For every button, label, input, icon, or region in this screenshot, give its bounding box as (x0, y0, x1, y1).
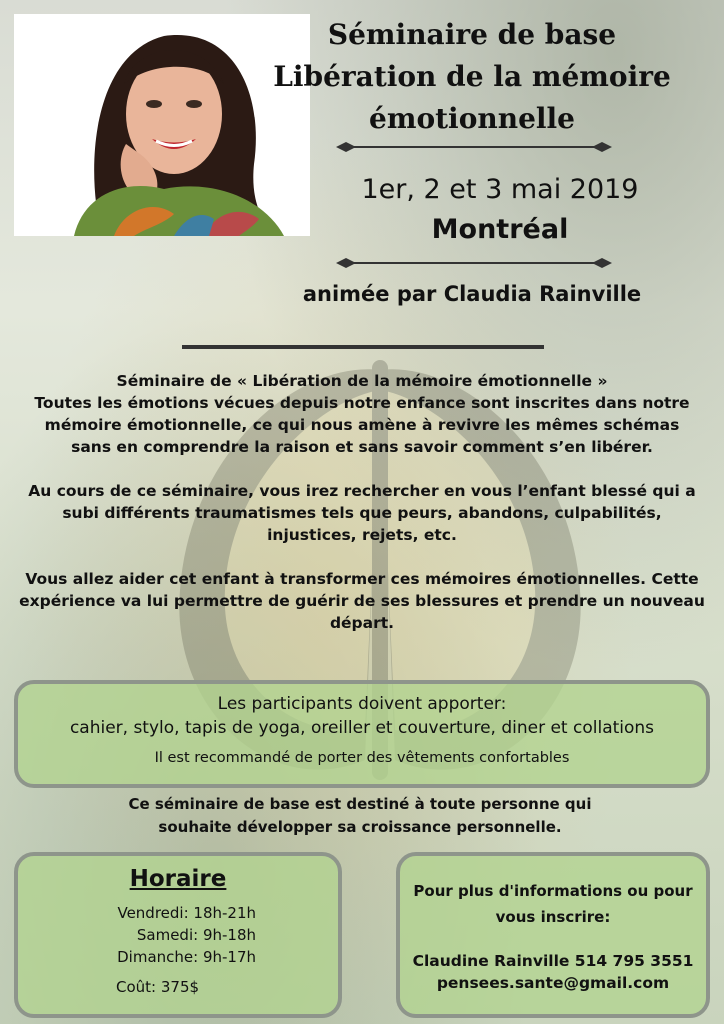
clothing-note: Il est recommandé de porter des vêtements confortables (154, 750, 570, 766)
event-host: animée par Claudia Rainville (302, 282, 642, 306)
section-divider (182, 345, 544, 349)
event-dates: 1er, 2 et 3 mai 2019 (361, 174, 639, 205)
schedule-box (14, 852, 342, 1018)
ornament-divider-bottom (336, 256, 612, 270)
description-line: mémoire émotionnelle, ce qui nous amène à revivre les mêmes schémas (44, 416, 680, 434)
description-paragraph-2 (10, 480, 714, 546)
contact-name-phone: Claudine Rainville 514 795 3551 (412, 952, 694, 970)
contact-intro-line-1: Pour plus d'informations ou pour (413, 882, 693, 900)
description-line: subi différents traumatismes tels que peurs, abandons, culpabilités, (62, 504, 662, 522)
description-paragraph-1 (10, 370, 714, 458)
description-line: sans en comprendre la raison et sans savoir comment s’en libérer. (71, 438, 653, 456)
seminar-title (262, 14, 682, 140)
seminar-cost: Coût: 375$ (116, 978, 200, 996)
contact-box (396, 852, 710, 1018)
contact-email[interactable]: pensees.sante@gmail.com (436, 974, 670, 992)
schedule-row-sunday: Dimanche: 9h-17h (117, 948, 256, 966)
contact-intro-line-2: vous inscrire: (495, 908, 611, 926)
schedule-heading: Horaire (129, 866, 227, 892)
supplies-heading: Les participants doivent apporter: (217, 694, 507, 714)
description-line: Séminaire de « Libération de la mémoire émotionnelle » (116, 372, 608, 390)
schedule-rows (18, 902, 256, 968)
description-line: injustices, rejets, etc. (267, 526, 457, 544)
supplies-box (14, 680, 710, 788)
event-city: Montréal (431, 214, 569, 245)
audience-line-2: souhaite développer sa croissance personnelle. (158, 818, 562, 836)
description-line: Au cours de ce séminaire, vous irez rechercher en vous l’enfant blessé qui a (28, 482, 696, 500)
schedule-row-friday: Vendredi: 18h-21h (117, 904, 256, 922)
title-line-1: Séminaire de base (327, 18, 617, 51)
ornament-divider-top (336, 140, 612, 154)
description-line: départ. (329, 614, 395, 632)
title-line-3: émotionnelle (369, 102, 575, 135)
contact-intro (400, 878, 706, 930)
description-line: Toutes les émotions vécues depuis notre enfance sont inscrites dans notre (34, 394, 690, 412)
event-details (310, 170, 690, 250)
description-paragraph-3 (10, 568, 714, 634)
schedule-row-saturday: Samedi: 9h-18h (136, 926, 256, 944)
description-line: Vous allez aider cet enfant à transformer ces mémoires émotionnelles. Cette (25, 570, 699, 588)
audience-statement (80, 793, 640, 839)
supplies-list: cahier, stylo, tapis de yoga, oreiller et couverture, diner et collations (69, 718, 655, 738)
title-line-2: Libération de la mémoire (273, 60, 671, 93)
seminar-description (10, 370, 714, 656)
audience-line-1: Ce séminaire de base est destiné à toute personne qui (128, 795, 592, 813)
description-line: expérience va lui permettre de guérir de ses blessures et prendre un nouveau (19, 592, 705, 610)
